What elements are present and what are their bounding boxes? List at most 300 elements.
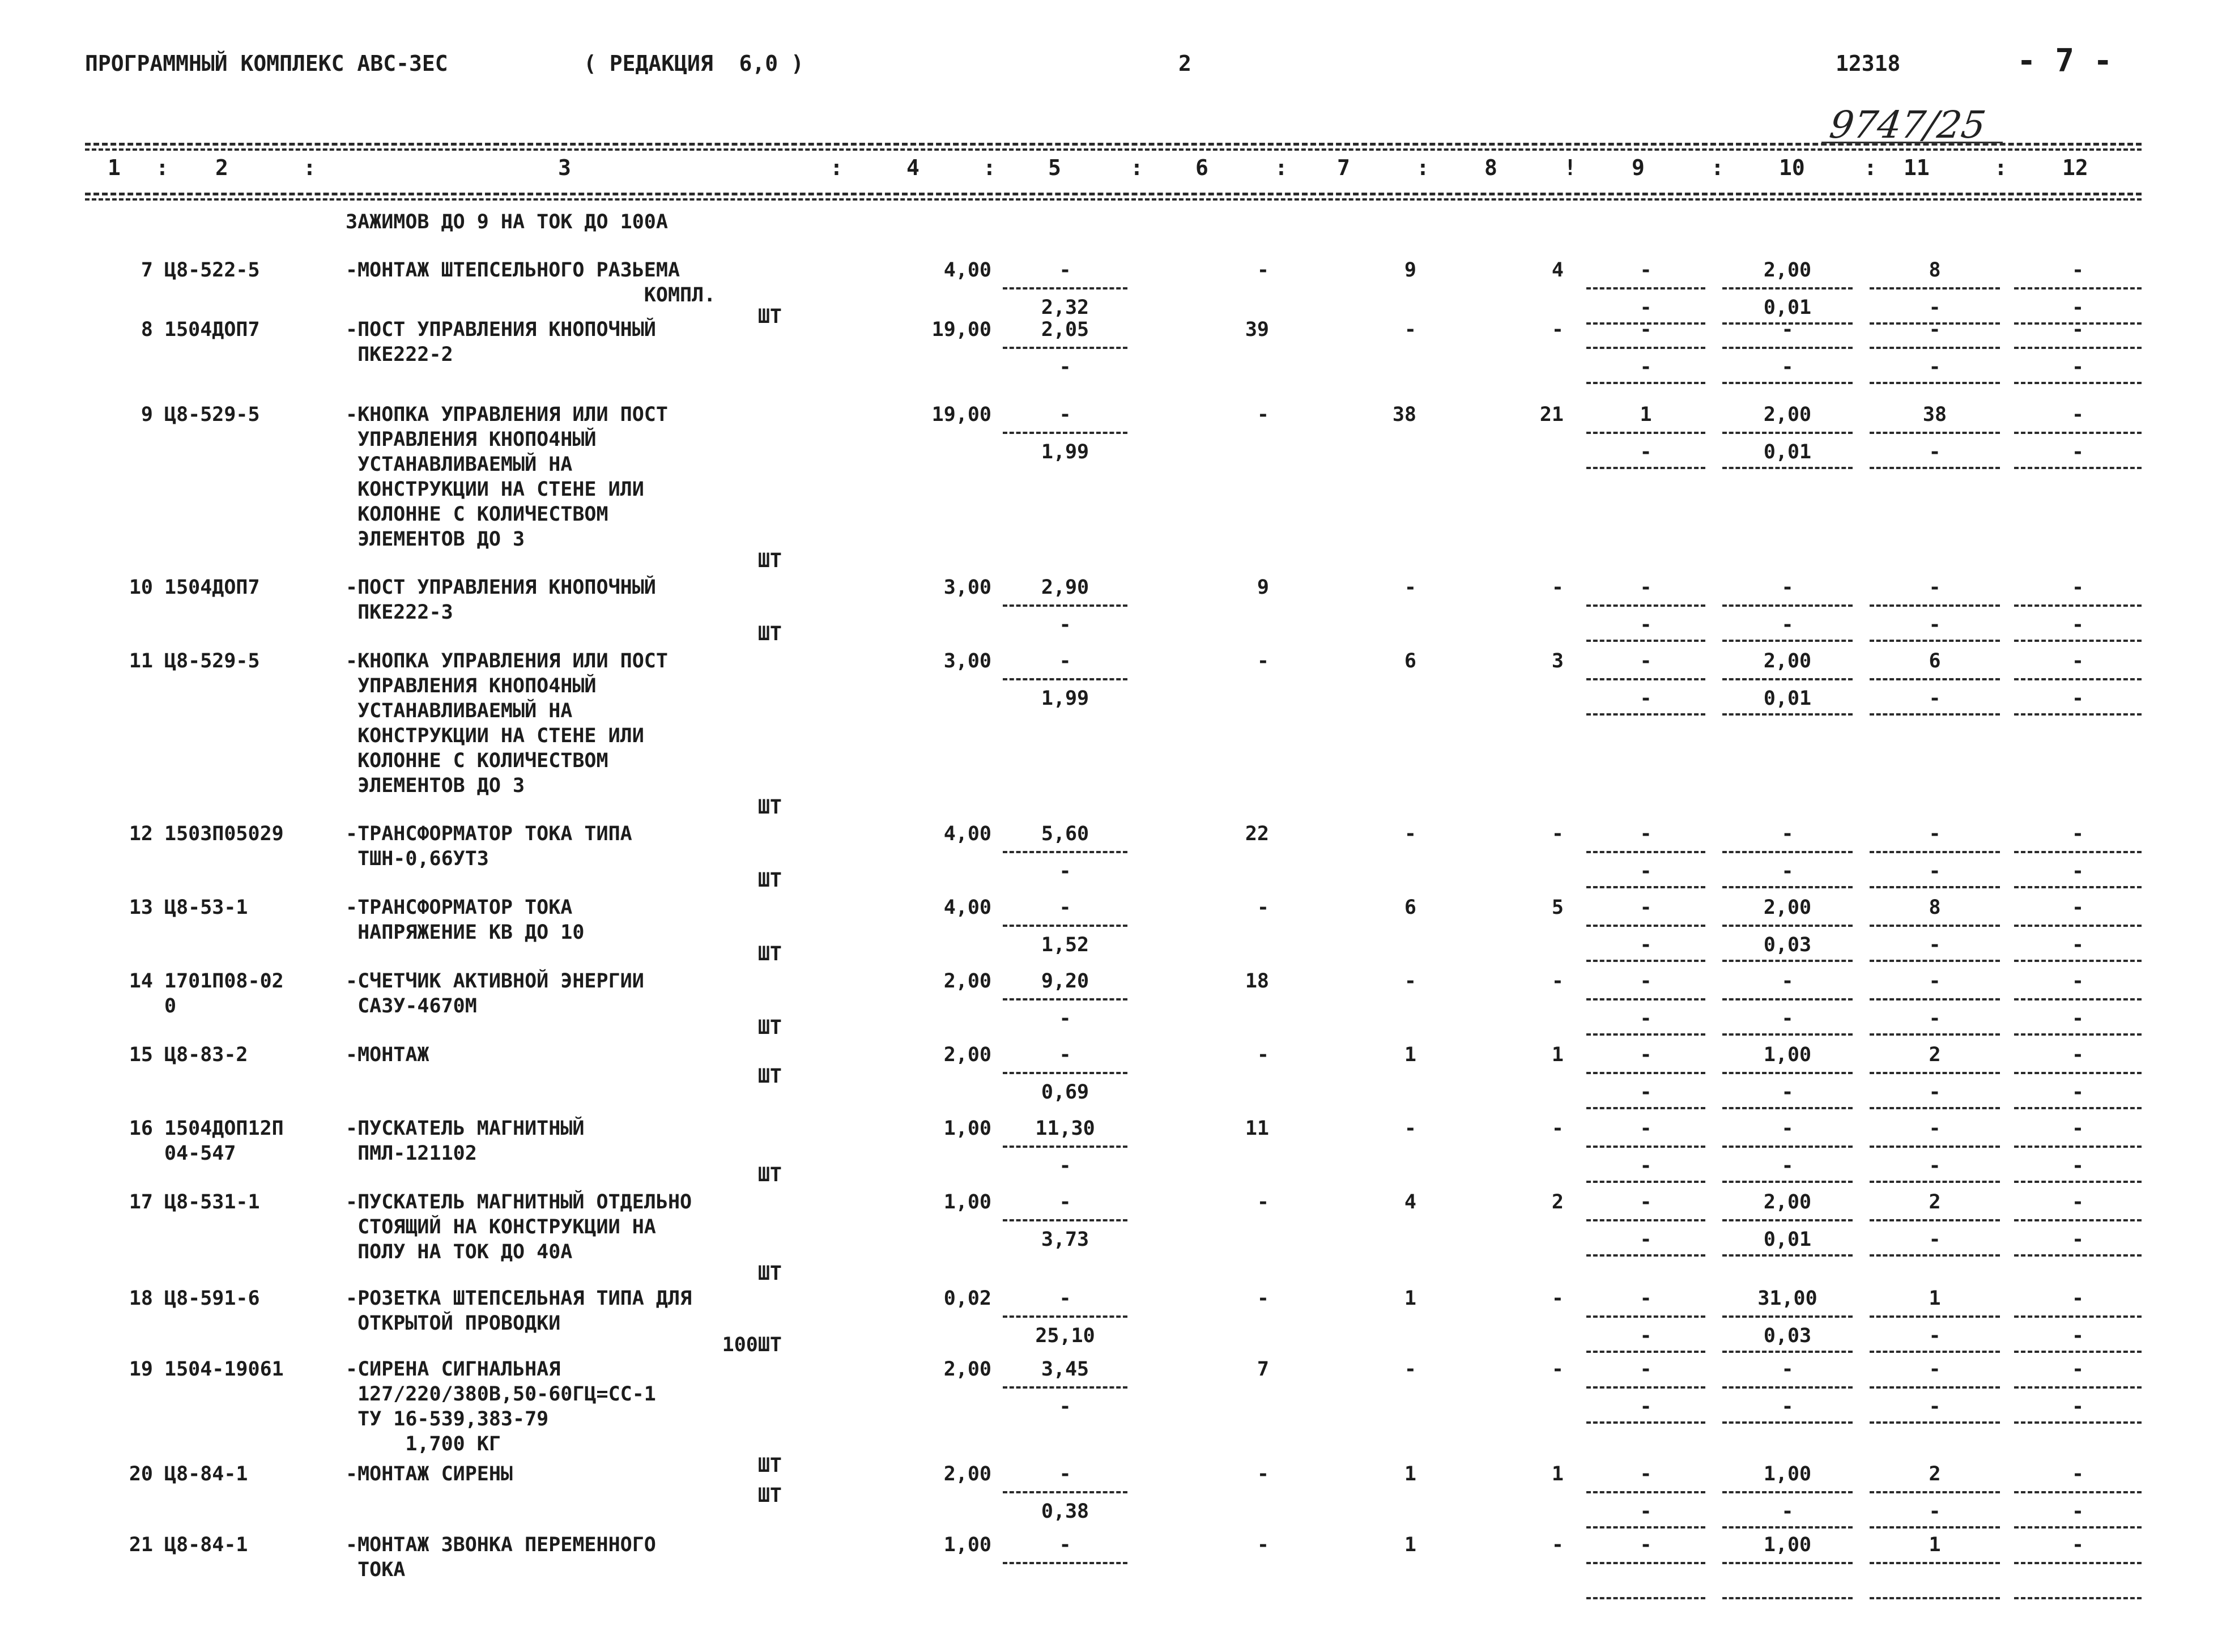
- col5-subvalue: -: [1059, 1007, 1071, 1030]
- col8-value: 1: [1551, 1044, 1564, 1066]
- edition-label: ( РЕДАКЦИЯ 6,0 ): [584, 51, 804, 76]
- col5-divider: [1003, 287, 1127, 289]
- c11-divider: [1870, 287, 2000, 289]
- c10-divider-lower: [1722, 1107, 1853, 1109]
- description-line: ТУ 16-539,383-79: [346, 1408, 549, 1430]
- description-line: КОЛОННЕ С КОЛИЧЕСТВОМ: [346, 750, 608, 772]
- unit-label: ШТ: [757, 1454, 782, 1477]
- unit-label: ШТ: [757, 1065, 782, 1088]
- c11-value: 38: [1922, 403, 1947, 426]
- c9-divider: [1586, 347, 1705, 349]
- col8-value: 3: [1551, 650, 1564, 672]
- row-number: 14: [129, 970, 153, 993]
- c10-value: 2,00: [1763, 403, 1812, 426]
- c11-subvalue: -: [1929, 356, 1941, 378]
- col5-divider: [1003, 678, 1127, 680]
- c9-subvalue: -: [1640, 1081, 1652, 1104]
- description-line: НАПРЯЖЕНИЕ КВ ДО 10: [346, 921, 585, 944]
- c11-subvalue: -: [1929, 441, 1941, 463]
- c11-value: 8: [1929, 259, 1941, 282]
- c11-divider-lower: [1870, 1107, 2000, 1109]
- c12-divider: [2014, 851, 2142, 853]
- description-line: ТШН-0,66УТ3: [346, 848, 489, 870]
- program-title: ПРОГРАММНЫЙ КОМПЛЕКС АВС-3ЕС: [85, 51, 448, 76]
- c10-value: 2,00: [1763, 259, 1812, 282]
- col5-divider: [1003, 925, 1127, 927]
- col8-value: 21: [1539, 403, 1564, 426]
- c12-divider: [2014, 347, 2142, 349]
- c12-divider-lower: [2014, 1526, 2142, 1528]
- c9-value: -: [1640, 1044, 1652, 1066]
- col8-value: -: [1551, 1117, 1564, 1140]
- c12-divider-lower: [2014, 1033, 2142, 1036]
- description-line: -ПУСКАТЕЛЬ МАГНИТНЫЙ: [346, 1117, 585, 1140]
- col6-value: 9: [1257, 576, 1269, 599]
- unit-label: ШТ: [757, 1164, 782, 1186]
- col7-value: -: [1404, 823, 1416, 845]
- c9-divider: [1586, 1386, 1705, 1389]
- c10-subvalue: 0,01: [1763, 687, 1812, 710]
- c11-value: 2: [1929, 1191, 1941, 1214]
- row-number: 13: [129, 896, 153, 919]
- c10-divider-lower: [1722, 640, 1853, 642]
- column-header-10: 10: [1779, 155, 1805, 180]
- c11-divider-lower: [1870, 467, 2000, 469]
- col6-value: 18: [1245, 970, 1269, 993]
- col5-value: -: [1059, 1287, 1071, 1310]
- c10-divider: [1722, 1562, 1853, 1564]
- c9-divider-lower: [1586, 1526, 1705, 1528]
- unit-label: ШТ: [757, 1484, 782, 1507]
- description-line: КОНСТРУКЦИИ НА СТЕНЕ ИЛИ: [346, 478, 644, 501]
- c12-divider: [2014, 1315, 2142, 1318]
- c10-subvalue: -: [1781, 1155, 1794, 1177]
- c9-divider: [1586, 1146, 1705, 1148]
- c9-divider: [1586, 1219, 1705, 1221]
- description-line: -КНОПКА УПРАВЛЕНИЯ ИЛИ ПОСТ: [346, 403, 668, 426]
- c12-divider: [2014, 678, 2142, 680]
- col6-value: -: [1257, 896, 1269, 919]
- resource-code: Ц8-531-1: [164, 1191, 260, 1214]
- c9-value: -: [1640, 1358, 1652, 1381]
- column-separator: :: [1130, 155, 1143, 180]
- row-number: 17: [129, 1191, 153, 1214]
- c10-divider-lower: [1722, 1421, 1853, 1424]
- col5-value: 11,30: [1035, 1117, 1095, 1140]
- col5-divider: [1003, 1386, 1127, 1389]
- resource-code: Ц8-83-2: [164, 1044, 248, 1066]
- quantity-value: 0,02: [943, 1287, 991, 1310]
- col5-value: -: [1059, 1463, 1071, 1485]
- c9-divider-lower: [1586, 467, 1705, 469]
- description-line: ПМЛ-121102: [346, 1142, 477, 1165]
- c9-value: -: [1640, 896, 1652, 919]
- header-bottom-rule-2: [85, 198, 2142, 201]
- c10-divider: [1722, 432, 1853, 434]
- c11-divider-lower: [1870, 640, 2000, 642]
- col6-value: 7: [1257, 1358, 1269, 1381]
- c11-divider: [1870, 1386, 2000, 1389]
- c10-subvalue: -: [1781, 614, 1794, 636]
- col6-value: 39: [1245, 318, 1269, 341]
- c9-divider: [1586, 998, 1705, 1000]
- c12-divider-lower: [2014, 960, 2142, 962]
- c10-value: 31,00: [1757, 1287, 1817, 1310]
- c9-divider: [1586, 678, 1705, 680]
- col5-subvalue: -: [1059, 1155, 1071, 1177]
- c10-value: -: [1781, 1358, 1794, 1381]
- col5-subvalue: 3,73: [1041, 1228, 1089, 1251]
- c12-value: -: [2071, 1287, 2084, 1310]
- c11-divider: [1870, 604, 2000, 607]
- quantity-value: 4,00: [943, 259, 991, 282]
- c11-subvalue: -: [1929, 614, 1941, 636]
- quantity-value: 2,00: [943, 1358, 991, 1381]
- c12-divider: [2014, 1072, 2142, 1074]
- col5-divider: [1003, 1072, 1127, 1074]
- c11-divider-lower: [1870, 1351, 2000, 1353]
- description-line: -ТРАНСФОРМАТОР ТОКА ТИПА: [346, 823, 632, 845]
- c10-value: -: [1781, 318, 1794, 341]
- c11-divider: [1870, 678, 2000, 680]
- c9-divider: [1586, 432, 1705, 434]
- col5-subvalue: 0,38: [1041, 1500, 1089, 1523]
- c12-divider: [2014, 287, 2142, 289]
- header-mid-rule: [85, 148, 2142, 151]
- c9-subvalue: -: [1640, 1395, 1652, 1418]
- header-bottom-rule: [85, 193, 2142, 195]
- col5-divider: [1003, 998, 1127, 1000]
- quantity-value: 1,00: [943, 1534, 991, 1556]
- description-line: -ПОСТ УПРАВЛЕНИЯ КНОПОЧНЫЙ: [346, 576, 656, 599]
- c11-divider: [1870, 1219, 2000, 1221]
- c11-divider-lower: [1870, 1254, 2000, 1257]
- c11-value: -: [1929, 576, 1941, 599]
- row-number: 18: [129, 1287, 153, 1310]
- col7-value: 9: [1404, 259, 1416, 282]
- c12-divider-lower: [2014, 1421, 2142, 1424]
- column-separator: :: [1711, 155, 1724, 180]
- col7-value: -: [1404, 1358, 1416, 1381]
- c12-value: -: [2071, 259, 2084, 282]
- c10-subvalue: 0,01: [1763, 296, 1812, 319]
- c9-divider-lower: [1586, 1421, 1705, 1424]
- c9-divider: [1586, 1562, 1705, 1564]
- c11-divider: [1870, 347, 2000, 349]
- c11-subvalue: -: [1929, 1395, 1941, 1418]
- col5-value: -: [1059, 1191, 1071, 1214]
- resource-code: Ц8-53-1: [164, 896, 248, 919]
- col5-value: -: [1059, 259, 1071, 282]
- unit-label: 100ШТ: [722, 1334, 782, 1356]
- c11-subvalue: -: [1929, 860, 1941, 883]
- c11-value: 8: [1929, 896, 1941, 919]
- row-number: 19: [129, 1358, 153, 1381]
- col8-value: -: [1551, 823, 1564, 845]
- c10-divider-lower: [1722, 382, 1853, 384]
- col6-value: 11: [1245, 1117, 1269, 1140]
- c11-divider-lower: [1870, 960, 2000, 962]
- resource-code-continuation: 0: [164, 995, 177, 1017]
- description-line: -МОНТАЖ: [346, 1044, 429, 1066]
- c12-divider-lower: [2014, 640, 2142, 642]
- col7-value: -: [1404, 1117, 1416, 1140]
- c11-subvalue: -: [1929, 1500, 1941, 1523]
- c9-subvalue: -: [1640, 1500, 1652, 1523]
- c12-value: -: [2071, 650, 2084, 672]
- c12-value: -: [2071, 1044, 2084, 1066]
- col7-value: 1: [1404, 1534, 1416, 1556]
- c12-divider: [2014, 432, 2142, 434]
- col5-subvalue: 0,69: [1041, 1081, 1089, 1104]
- c11-value: 6: [1929, 650, 1941, 672]
- c9-subvalue: -: [1640, 860, 1652, 883]
- col6-value: -: [1257, 1534, 1269, 1556]
- resource-code: 1504-19061: [164, 1358, 284, 1381]
- col6-value: -: [1257, 1463, 1269, 1485]
- c11-divider: [1870, 998, 2000, 1000]
- c11-value: -: [1929, 823, 1941, 845]
- col8-value: -: [1551, 576, 1564, 599]
- col7-value: 6: [1404, 650, 1416, 672]
- col5-value: 3,45: [1041, 1358, 1089, 1381]
- c9-divider-lower: [1586, 1107, 1705, 1109]
- column-separator: :: [830, 155, 843, 180]
- handwritten-number: 9747/25: [1827, 103, 1989, 147]
- column-header-5: 5: [1048, 155, 1061, 180]
- row-number: 8: [141, 318, 153, 341]
- col7-value: -: [1404, 318, 1416, 341]
- col7-value: 6: [1404, 896, 1416, 919]
- description-line: ТОКА: [346, 1559, 406, 1581]
- description-line: -МОНТАЖ ЗВОНКА ПЕРЕМЕННОГО: [346, 1534, 656, 1556]
- c11-divider: [1870, 925, 2000, 927]
- c12-value: -: [2071, 403, 2084, 426]
- col6-value: -: [1257, 1287, 1269, 1310]
- header-top-rule: [85, 143, 2142, 146]
- c11-divider-lower: [1870, 713, 2000, 716]
- col5-subvalue: 1,52: [1041, 934, 1089, 956]
- unit-label: ШТ: [757, 1016, 782, 1039]
- c9-value: -: [1640, 259, 1652, 282]
- c12-divider-lower: [2014, 713, 2142, 716]
- description-line: -СИРЕНА СИГНАЛЬНАЯ: [346, 1358, 561, 1381]
- column-separator: :: [303, 155, 316, 180]
- c11-value: 2: [1929, 1463, 1941, 1485]
- c12-divider: [2014, 604, 2142, 607]
- c10-subvalue: 0,01: [1763, 441, 1812, 463]
- c10-value: -: [1781, 970, 1794, 993]
- c12-divider-lower: [2014, 467, 2142, 469]
- c12-value: -: [2071, 1358, 2084, 1381]
- c10-divider: [1722, 347, 1853, 349]
- col5-value: 2,90: [1041, 576, 1089, 599]
- c11-divider-lower: [1870, 1421, 2000, 1424]
- c9-divider-lower: [1586, 640, 1705, 642]
- col6-value: -: [1257, 650, 1269, 672]
- c11-divider-lower: [1870, 886, 2000, 888]
- unit-label: ШТ: [757, 623, 782, 645]
- quantity-value: 2,00: [943, 970, 991, 993]
- row-number: 10: [129, 576, 153, 599]
- c9-value: -: [1640, 1463, 1652, 1485]
- col8-value: -: [1551, 1358, 1564, 1381]
- row-number: 7: [141, 259, 153, 282]
- c11-subvalue: -: [1929, 934, 1941, 956]
- c12-value: -: [2071, 823, 2084, 845]
- c9-divider: [1586, 1315, 1705, 1318]
- c10-divider-lower: [1722, 1351, 1853, 1353]
- c11-value: 1: [1929, 1287, 1941, 1310]
- col5-subvalue: -: [1059, 860, 1071, 883]
- col5-value: -: [1059, 1534, 1071, 1556]
- row-number: 9: [141, 403, 153, 426]
- c9-subvalue: -: [1640, 1228, 1652, 1251]
- c11-divider: [1870, 1562, 2000, 1564]
- c11-divider: [1870, 432, 2000, 434]
- c12-value: -: [2071, 896, 2084, 919]
- col8-value: -: [1551, 970, 1564, 993]
- c11-value: -: [1929, 318, 1941, 341]
- description-line: 127/220/380В,50-60ГЦ=СС-1: [346, 1383, 656, 1406]
- column-separator: :: [1864, 155, 1877, 180]
- c12-subvalue: -: [2071, 687, 2084, 710]
- quantity-value: 19,00: [931, 318, 991, 341]
- resource-code: 1504ДОП12П: [164, 1117, 284, 1140]
- quantity-value: 1,00: [943, 1117, 991, 1140]
- c11-divider-lower: [1870, 1597, 2000, 1599]
- quantity-value: 4,00: [943, 823, 991, 845]
- column-header-8: 8: [1484, 155, 1497, 180]
- c9-divider: [1586, 604, 1705, 607]
- quantity-value: 2,00: [943, 1463, 991, 1485]
- c10-divider: [1722, 678, 1853, 680]
- description-line: -ПУСКАТЕЛЬ МАГНИТНЫЙ ОТДЕЛЬНО: [346, 1191, 692, 1214]
- c11-subvalue: -: [1929, 687, 1941, 710]
- c10-divider: [1722, 604, 1853, 607]
- c9-subvalue: -: [1640, 614, 1652, 636]
- column-header-4: 4: [906, 155, 920, 180]
- quantity-value: 3,00: [943, 650, 991, 672]
- document-code: 12318: [1836, 51, 1901, 76]
- c10-subvalue: -: [1781, 860, 1794, 883]
- column-header-9: 9: [1632, 155, 1645, 180]
- column-separator: :: [156, 155, 169, 180]
- c11-subvalue: -: [1929, 1007, 1941, 1030]
- c9-divider-lower: [1586, 886, 1705, 888]
- c12-divider-lower: [2014, 886, 2142, 888]
- row-number: 12: [129, 823, 153, 845]
- col6-value: -: [1257, 403, 1269, 426]
- description-line: САЗУ-4670М: [346, 995, 477, 1017]
- quantity-value: 2,00: [943, 1044, 991, 1066]
- c10-divider: [1722, 1146, 1853, 1148]
- c12-subvalue: -: [2071, 441, 2084, 463]
- c10-divider: [1722, 287, 1853, 289]
- c10-divider-lower: [1722, 1254, 1853, 1257]
- c12-value: -: [2071, 576, 2084, 599]
- description-line: ЭЛЕМЕНТОВ ДО 3: [346, 774, 525, 797]
- c12-divider-lower: [2014, 1597, 2142, 1599]
- col6-value: -: [1257, 259, 1269, 282]
- c9-divider-lower: [1586, 1597, 1705, 1599]
- c10-value: -: [1781, 823, 1794, 845]
- c11-divider: [1870, 1072, 2000, 1074]
- row-number: 11: [129, 650, 153, 672]
- c12-subvalue: -: [2071, 1007, 2084, 1030]
- column-header-1: 1: [108, 155, 121, 180]
- col5-subvalue: -: [1059, 614, 1071, 636]
- c9-subvalue: -: [1640, 1007, 1652, 1030]
- c10-value: -: [1781, 576, 1794, 599]
- c12-subvalue: -: [2071, 1395, 2084, 1418]
- c9-subvalue: -: [1640, 1155, 1652, 1177]
- column-header-12: 12: [2062, 155, 2088, 180]
- c9-value: -: [1640, 1117, 1652, 1140]
- c12-value: -: [2071, 1463, 2084, 1485]
- col5-divider: [1003, 851, 1127, 853]
- c11-divider-lower: [1870, 1526, 2000, 1528]
- c10-value: 1,00: [1763, 1534, 1812, 1556]
- c9-subvalue: -: [1640, 934, 1652, 956]
- c9-value: -: [1640, 823, 1652, 845]
- col8-value: 5: [1551, 896, 1564, 919]
- c9-divider-lower: [1586, 960, 1705, 962]
- quantity-value: 19,00: [931, 403, 991, 426]
- column-separator: !: [1564, 155, 1577, 180]
- col5-subvalue: 2,32: [1041, 296, 1089, 319]
- c9-subvalue: -: [1640, 441, 1652, 463]
- col7-value: -: [1404, 576, 1416, 599]
- c12-divider: [2014, 1562, 2142, 1564]
- c9-value: -: [1640, 1534, 1652, 1556]
- c9-divider: [1586, 1491, 1705, 1493]
- c12-divider-lower: [2014, 1254, 2142, 1257]
- c10-value: 2,00: [1763, 650, 1812, 672]
- c11-subvalue: -: [1929, 1155, 1941, 1177]
- col5-value: -: [1059, 896, 1071, 919]
- resource-code: 1701П08-02: [164, 970, 284, 993]
- resource-code-continuation: 04-547: [164, 1142, 236, 1165]
- row-number: 21: [129, 1534, 153, 1556]
- c10-divider: [1722, 1072, 1853, 1074]
- c10-value: 2,00: [1763, 1191, 1812, 1214]
- description-line: КОЛОННЕ С КОЛИЧЕСТВОМ: [346, 503, 608, 526]
- c10-divider: [1722, 1219, 1853, 1221]
- resource-code: Ц8-522-5: [164, 259, 260, 282]
- c11-divider: [1870, 1315, 2000, 1318]
- c10-divider: [1722, 1491, 1853, 1493]
- c12-divider: [2014, 1219, 2142, 1221]
- col5-subvalue: 1,99: [1041, 687, 1089, 710]
- col8-value: -: [1551, 1534, 1564, 1556]
- col5-value: -: [1059, 650, 1071, 672]
- c12-subvalue: -: [2071, 296, 2084, 319]
- row-number: 16: [129, 1117, 153, 1140]
- c10-divider-lower: [1722, 1033, 1853, 1036]
- col5-value: 2,05: [1041, 318, 1089, 341]
- column-separator: :: [983, 155, 996, 180]
- c12-subvalue: -: [2071, 356, 2084, 378]
- col7-value: -: [1404, 970, 1416, 993]
- c9-divider: [1586, 925, 1705, 927]
- page-number: - 7 -: [2017, 42, 2113, 79]
- c11-value: 1: [1929, 1534, 1941, 1556]
- c12-value: -: [2071, 1534, 2084, 1556]
- c9-subvalue: -: [1640, 356, 1652, 378]
- col5-value: 9,20: [1041, 970, 1089, 993]
- description-line: УСТАНАВЛИВАЕМЫЙ НА: [346, 700, 573, 722]
